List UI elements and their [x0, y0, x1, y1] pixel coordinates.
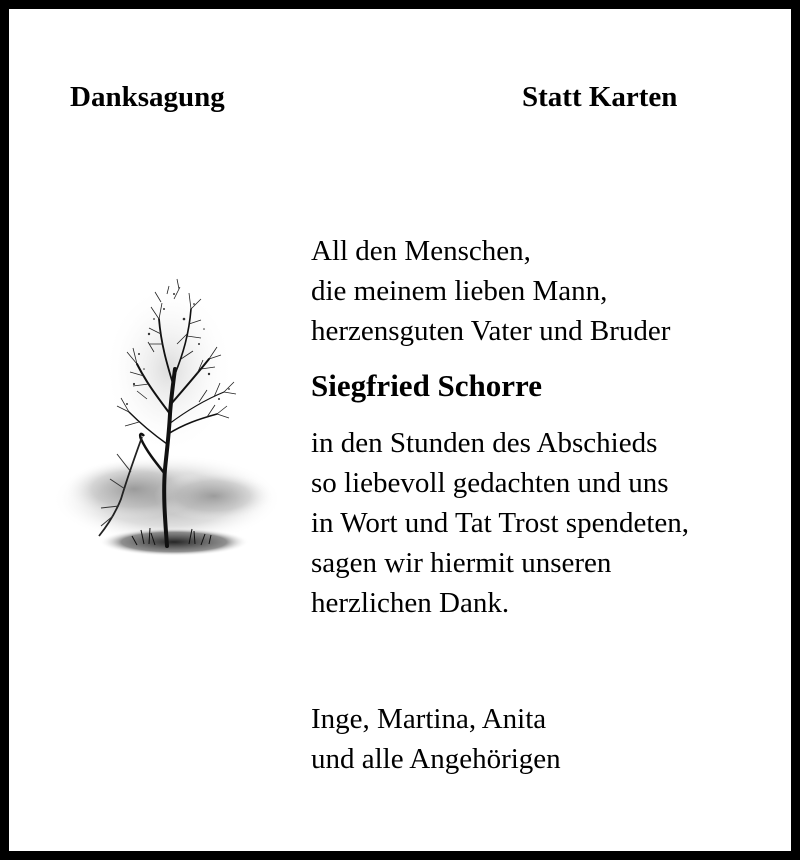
intro-line: die meinem lieben Mann, — [311, 275, 608, 307]
signature-line: Inge, Martina, Anita — [311, 703, 547, 735]
intro-text — [311, 231, 670, 351]
heading-danksagung: Danksagung — [70, 81, 225, 113]
tree-illustration-icon — [49, 274, 284, 574]
signature-line: und alle Angehörigen — [311, 743, 561, 775]
body-line: in den Stunden des Abschieds — [311, 427, 658, 459]
body-text — [311, 423, 689, 623]
intro-line: herzensguten Vater und Bruder — [311, 315, 671, 347]
body-line: in Wort und Tat Trost spendeten, — [311, 507, 690, 539]
body-line: so liebevoll gedachten und uns — [311, 467, 669, 499]
heading-statt-karten: Statt Karten — [522, 81, 678, 113]
body-line: herzlichen Dank. — [311, 587, 510, 619]
body-line: sagen wir hiermit unseren — [311, 547, 612, 579]
signature — [311, 699, 561, 779]
deceased-name: Siegfried Schorre — [311, 368, 543, 403]
intro-line: All den Menschen, — [311, 235, 531, 267]
